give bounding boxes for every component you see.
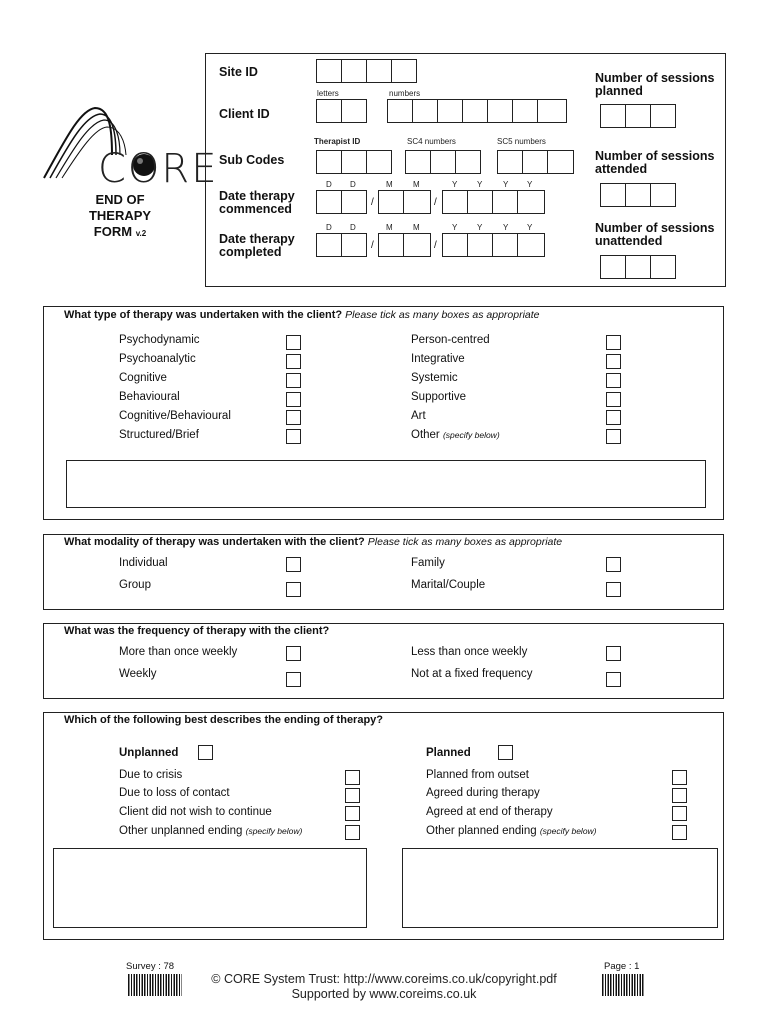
ending-option-label: Due to loss of contact: [119, 787, 230, 799]
date-completed-label: Date therapy completed: [219, 232, 295, 259]
type-option-label: Psychoanalytic: [119, 353, 196, 365]
sc5-label: SC5 numbers: [497, 137, 546, 146]
type-option-label: Cognitive: [119, 372, 167, 384]
frequency-option-label: Weekly: [119, 668, 157, 680]
art-checkbox[interactable]: [606, 410, 621, 425]
unplanned-checkbox[interactable]: [198, 745, 213, 760]
more-than-weekly-checkbox[interactable]: [286, 646, 301, 661]
other-unplanned-checkbox[interactable]: [345, 825, 360, 840]
structured-brief-checkbox[interactable]: [286, 429, 301, 444]
type-option-label: Art: [411, 410, 426, 422]
form-title: [60, 192, 180, 242]
ending-option-label: Other unplanned ending (specify below): [119, 825, 303, 837]
type-option-label: Person-centred: [411, 334, 490, 346]
integrative-checkbox[interactable]: [606, 354, 621, 369]
not-fixed-frequency-checkbox[interactable]: [606, 672, 621, 687]
frequency-option-label: Not at a fixed frequency: [411, 668, 533, 680]
ending-option-label: Due to crisis: [119, 769, 183, 781]
therapy-type-question: What type of therapy was undertaken with the client? Please tick as many boxes as appropriate: [64, 309, 540, 321]
sessions-attended-label: Number of sessions attended: [595, 149, 715, 176]
cognitive-behavioural-checkbox[interactable]: [286, 410, 301, 425]
therapist-id-label: Therapist ID: [314, 137, 361, 146]
form-title-line-2: THERAPY: [88, 208, 152, 223]
ending-option-label: Agreed at end of therapy: [426, 806, 553, 818]
psychodynamic-checkbox[interactable]: [286, 335, 301, 350]
type-option-label: Structured/Brief: [119, 429, 199, 441]
modality-option-label: Family: [411, 557, 445, 569]
type-option-label: Psychodynamic: [119, 334, 200, 346]
modality-option-label: Marital/Couple: [411, 579, 486, 591]
frequency-option-label: More than once weekly: [119, 646, 238, 658]
type-option-label: Supportive: [411, 391, 466, 403]
client-id-label: Client ID: [219, 107, 270, 121]
ending-question: Which of the following best describes the ending of therapy?: [64, 714, 384, 726]
systemic-checkbox[interactable]: [606, 373, 621, 388]
marital-couple-checkbox[interactable]: [606, 582, 621, 597]
sc4-label: SC4 numbers: [407, 137, 456, 146]
person-centred-checkbox[interactable]: [606, 335, 621, 350]
sessions-planned-label: Number of sessions planned: [595, 71, 715, 98]
other-type-textarea[interactable]: [66, 460, 706, 508]
modality-option-label: Group: [119, 579, 151, 591]
site-id-label: Site ID: [219, 65, 258, 79]
agreed-during-checkbox[interactable]: [672, 788, 687, 803]
other-unplanned-textarea[interactable]: [53, 848, 367, 928]
type-option-label: Integrative: [411, 353, 465, 365]
core-logo: [40, 100, 219, 192]
type-option-label: Behavioural: [119, 391, 180, 403]
ending-option-label: Planned from outset: [426, 769, 529, 781]
ending-option-label: Other planned ending (specify below): [426, 825, 597, 837]
page-number: Page : 1: [604, 961, 640, 972]
other-planned-checkbox[interactable]: [672, 825, 687, 840]
less-than-weekly-checkbox[interactable]: [606, 646, 621, 661]
ending-option-label: Agreed during therapy: [426, 787, 540, 799]
letters-label: letters: [317, 89, 339, 98]
type-option-label: Systemic: [411, 372, 458, 384]
unplanned-heading: Unplanned: [119, 747, 179, 759]
other-type-checkbox[interactable]: [606, 429, 621, 444]
due-to-crisis-checkbox[interactable]: [345, 770, 360, 785]
cognitive-checkbox[interactable]: [286, 373, 301, 388]
survey-number: Survey : 78: [126, 961, 175, 972]
modality-question: What modality of therapy was undertaken with the client? Please tick as many boxes as appropriate: [64, 536, 563, 548]
form-title-line-1: END OF: [95, 192, 145, 207]
planned-from-outset-checkbox[interactable]: [672, 770, 687, 785]
frequency-question: What was the frequency of therapy with the client?: [64, 625, 330, 637]
copyright-line: © CORE System Trust: http://www.coreims.co.uk/copyright.pdf: [211, 972, 557, 986]
frequency-option-label: Less than once weekly: [411, 646, 528, 658]
agreed-at-end-checkbox[interactable]: [672, 806, 687, 821]
type-option-label: Cognitive/Behavioural: [119, 410, 231, 422]
planned-checkbox[interactable]: [498, 745, 513, 760]
sessions-unattended-label: Number of sessions unattended: [595, 221, 715, 248]
group-checkbox[interactable]: [286, 582, 301, 597]
form-title-line-3: FORM v.2: [93, 224, 147, 239]
individual-checkbox[interactable]: [286, 557, 301, 572]
family-checkbox[interactable]: [606, 557, 621, 572]
logo-word: CORE: [98, 146, 219, 192]
ending-option-label: Client did not wish to continue: [119, 806, 272, 818]
behavioural-checkbox[interactable]: [286, 392, 301, 407]
modality-option-label: Individual: [119, 557, 168, 569]
client-did-not-wish-checkbox[interactable]: [345, 806, 360, 821]
numbers-label: numbers: [389, 89, 421, 98]
type-other-label: Other (specify below): [411, 429, 500, 441]
supported-line: Supported by www.coreims.co.uk: [291, 987, 477, 1001]
weekly-checkbox[interactable]: [286, 672, 301, 687]
loss-of-contact-checkbox[interactable]: [345, 788, 360, 803]
planned-heading: Planned: [426, 747, 471, 759]
date-commenced-label: Date therapy commenced: [219, 189, 295, 216]
other-planned-textarea[interactable]: [402, 848, 718, 928]
psychoanalytic-checkbox[interactable]: [286, 354, 301, 369]
supportive-checkbox[interactable]: [606, 392, 621, 407]
sub-codes-label: Sub Codes: [219, 153, 285, 167]
